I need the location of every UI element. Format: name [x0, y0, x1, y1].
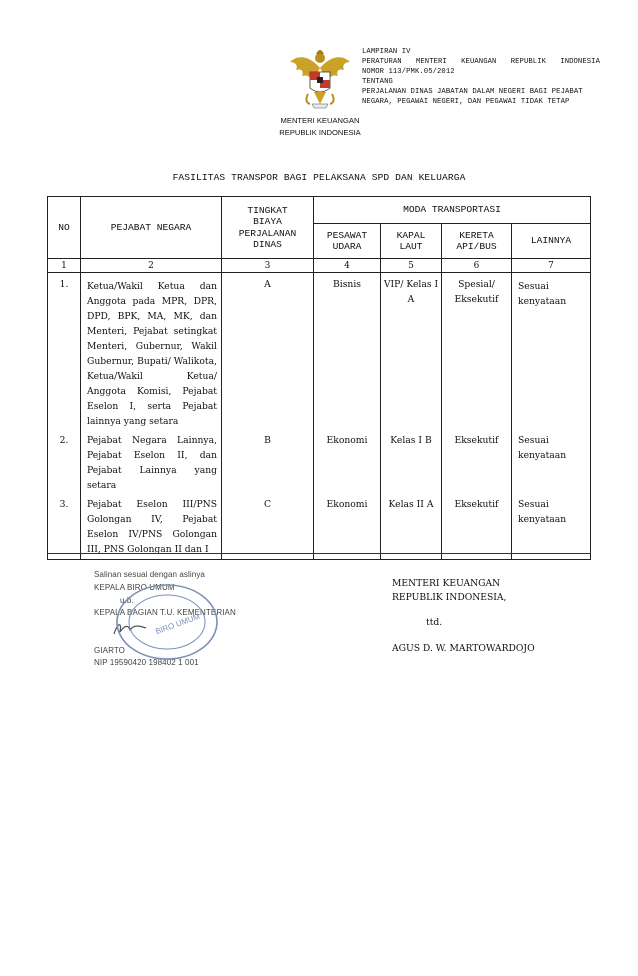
row-no: 1. [48, 273, 81, 430]
column-number: 3 [222, 259, 314, 273]
lampiran-line: NEGARA, PEGAWAI NEGERI, DAN PEGAWAI TIDAK TETAP [362, 98, 570, 106]
column-number: 7 [512, 259, 591, 273]
row-tingkat: A [222, 273, 314, 430]
lampiran-line: TENTANG [362, 78, 393, 86]
table-row [48, 273, 591, 430]
row-lainnya: Sesuai kenyataan [512, 429, 591, 493]
header-tingkat-line: TINGKAT [247, 204, 288, 216]
row-kapal: Kelas I B [381, 429, 442, 493]
header-moda: MODA TRANSPORTASI [314, 197, 591, 224]
column-number: 6 [442, 259, 512, 273]
row-kereta: Spesial/ Eksekutif [442, 273, 512, 430]
column-number: 4 [314, 259, 381, 273]
biro-umum-seal-icon [113, 582, 221, 662]
stamp-name: GIARTO [94, 646, 125, 655]
header-pesawat-line: PESAWAT [326, 229, 368, 241]
row-kapal: VIP/ Kelas I A [381, 273, 442, 430]
garuda-emblem-icon [288, 46, 352, 114]
header-kereta-line: KERETA [459, 229, 494, 241]
header-tingkat-line: BIAYA [253, 216, 282, 227]
row-lainnya: Sesuai kenyataan [512, 493, 591, 560]
row-kapal: Kelas II A [381, 493, 442, 560]
signature-line2: REPUBLIK INDONESIA, [392, 591, 507, 603]
lampiran-line: LAMPIRAN IV [362, 48, 411, 56]
row-pesawat: Ekonomi [314, 493, 381, 560]
header-kereta-line: API/BUS [456, 241, 497, 252]
stamp-nip: NIP 19590420 198402 1 001 [94, 658, 199, 667]
stamp-line: Salinan sesuai dengan aslinya [94, 570, 205, 579]
header-tingkat-line: PERJALANAN [238, 227, 297, 239]
header-kapal [381, 224, 442, 259]
stamp-line: KEPALA BAGIAN T.U. KEMENTERIAN [94, 608, 236, 617]
table-row [48, 493, 591, 560]
row-tingkat: C [222, 493, 314, 560]
header-tingkat-line: DINAS [253, 239, 282, 250]
header-tingkat [222, 197, 314, 259]
header-kapal-line: LAUT [399, 241, 423, 252]
row-pejabat: Pejabat Eselon III/PNS Golongan IV, Pejabat Eselon IV/PNS Golongan III, PNS Golongan II dan I [81, 493, 222, 560]
menteri-header-line2: REPUBLIK INDONESIA [279, 128, 361, 137]
document-title: FASILITAS TRANSPOR BAGI PELAKSANA SPD DAN KELUARGA [172, 172, 466, 183]
header-kereta [442, 224, 512, 259]
column-number: 5 [381, 259, 442, 273]
header-pesawat-line: UDARA [332, 241, 362, 252]
transport-table [47, 196, 591, 560]
stamp-line: KEPALA BIRO UMUM [94, 583, 175, 592]
header-no: NO [48, 197, 81, 259]
lampiran-line: PERATURAN MENTERI KEUANGAN REPUBLIK INDONESIA [362, 58, 600, 66]
signature-ttd: ttd. [426, 617, 443, 628]
row-tingkat: B [222, 429, 314, 493]
lampiran-line: NOMOR 113/PMK.05/2012 [362, 68, 455, 76]
row-no: 2. [48, 429, 81, 493]
row-no: 3. [48, 493, 81, 560]
signature-block [392, 577, 535, 655]
row-lainnya: Sesuai kenyataan [512, 273, 591, 430]
row-kereta: Eksekutif [442, 493, 512, 560]
column-number: 2 [81, 259, 222, 273]
table-row [48, 429, 591, 493]
row-pesawat: Bisnis [314, 273, 381, 430]
signature-line1: MENTERI KEUANGAN [392, 578, 501, 589]
lampiran-block [362, 47, 600, 107]
svg-text:BIRO UMUM: BIRO UMUM [154, 611, 202, 637]
menteri-header [272, 115, 368, 139]
row-kereta: Eksekutif [442, 429, 512, 493]
menteri-header-line1: MENTERI KEUANGAN [280, 116, 360, 125]
signature-name: AGUS D. W. MARTOWARDOJO [392, 642, 535, 654]
divider [47, 553, 590, 554]
header-pejabat: PEJABAT NEGARA [81, 197, 222, 259]
column-number: 1 [48, 259, 81, 273]
header-lainnya: LAINNYA [512, 224, 591, 259]
row-pesawat: Ekonomi [314, 429, 381, 493]
row-pejabat: Ketua/Wakil Ketua dan Anggota pada MPR, DPR, DPD, BPK, MA, MK, dan Menteri, Pejabat setingkat Menteri, Gubernur, Wakil Gubernur, Bupati/ Walikota, Ketua/Wakil Ketua/ Anggota Komisi, Pejabat Eselon I, serta Pejabat lainnya yang setara [81, 273, 222, 430]
row-pejabat: Pejabat Negara Lainnya, Pejabat Eselon II, dan Pejabat Lainnya yang setara [81, 429, 222, 493]
lampiran-line: PERJALANAN DINAS JABATAN DALAM NEGERI BAGI PEJABAT [362, 88, 583, 96]
header-pesawat [314, 224, 381, 259]
header-kapal-line: KAPAL [396, 229, 426, 241]
stamp-line: u.b. [120, 596, 134, 605]
